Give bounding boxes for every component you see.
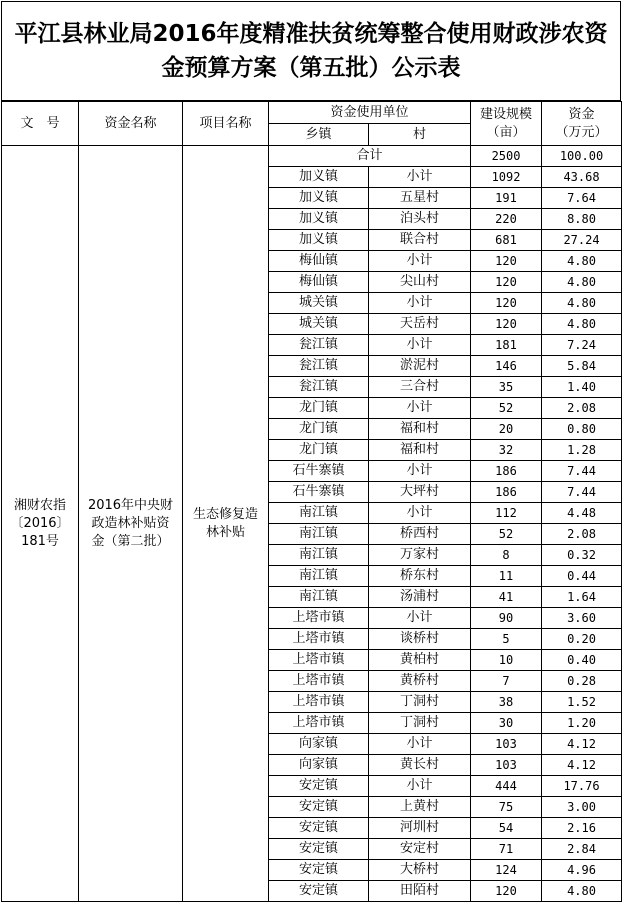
- header-doc-no: 文 号: [2, 102, 79, 146]
- doc-no-line-3: 181号: [21, 533, 59, 549]
- village-cell: 小计: [369, 398, 471, 419]
- fund-cell: 7.64: [542, 188, 622, 209]
- fund-cell: 4.80: [542, 272, 622, 293]
- village-cell: 小计: [369, 503, 471, 524]
- scale-cell: 103: [471, 734, 542, 755]
- header-fund: [542, 102, 622, 146]
- village-cell: 河圳村: [369, 818, 471, 839]
- fund-cell: 4.80: [542, 293, 622, 314]
- village-cell: 小计: [369, 251, 471, 272]
- total-label: 合计: [269, 146, 471, 167]
- village-cell: 黄桥村: [369, 671, 471, 692]
- village-cell: 万家村: [369, 545, 471, 566]
- town-cell: 石牛寨镇: [269, 461, 369, 482]
- village-cell: 三合村: [369, 377, 471, 398]
- town-cell: 瓮江镇: [269, 356, 369, 377]
- project-name-cell: [183, 146, 269, 902]
- fund-cell: 1.52: [542, 692, 622, 713]
- town-cell: 上塔市镇: [269, 650, 369, 671]
- fund-cell: 0.80: [542, 419, 622, 440]
- scale-cell: 186: [471, 482, 542, 503]
- fund-cell: 4.12: [542, 755, 622, 776]
- scale-cell: 54: [471, 818, 542, 839]
- village-cell: 田陌村: [369, 881, 471, 902]
- town-cell: 上塔市镇: [269, 629, 369, 650]
- village-cell: 尖山村: [369, 272, 471, 293]
- town-cell: 瓮江镇: [269, 335, 369, 356]
- town-cell: 龙门镇: [269, 398, 369, 419]
- village-cell: 丁洞村: [369, 692, 471, 713]
- town-cell: 加义镇: [269, 209, 369, 230]
- scale-cell: 186: [471, 461, 542, 482]
- scale-cell: 124: [471, 860, 542, 881]
- scale-cell: 20: [471, 419, 542, 440]
- fund-cell: 7.44: [542, 461, 622, 482]
- scale-cell: 120: [471, 314, 542, 335]
- town-cell: 南江镇: [269, 503, 369, 524]
- town-cell: 城关镇: [269, 314, 369, 335]
- village-cell: 小计: [369, 734, 471, 755]
- town-cell: 上塔市镇: [269, 671, 369, 692]
- fund-cell: 4.48: [542, 503, 622, 524]
- scale-cell: 30: [471, 713, 542, 734]
- fund-cell: 0.32: [542, 545, 622, 566]
- village-cell: 桥西村: [369, 524, 471, 545]
- scale-cell: 146: [471, 356, 542, 377]
- scale-cell: 41: [471, 587, 542, 608]
- header-fund-line-2: （万元）: [555, 124, 608, 140]
- fund-cell: 1.28: [542, 440, 622, 461]
- doc-no-line-1: 湘财农指: [13, 497, 66, 513]
- header-fund-name: 资金名称: [79, 102, 183, 146]
- village-cell: 黄柏村: [369, 650, 471, 671]
- scale-cell: 35: [471, 377, 542, 398]
- scale-cell: 7: [471, 671, 542, 692]
- town-cell: 安定镇: [269, 881, 369, 902]
- village-cell: 淤泥村: [369, 356, 471, 377]
- page-title: [1, 1, 621, 101]
- scale-cell: 444: [471, 776, 542, 797]
- village-cell: 大坪村: [369, 482, 471, 503]
- header-village: 村: [369, 124, 471, 146]
- fund-cell: 0.44: [542, 566, 622, 587]
- fund-cell: 2.08: [542, 398, 622, 419]
- town-cell: 梅仙镇: [269, 251, 369, 272]
- page-title-line-2: 金预算方案（第五批）公示表: [161, 55, 461, 81]
- total-fund: 100.00: [542, 146, 622, 167]
- fund-name-line-2: 政造林补贴资: [91, 515, 170, 531]
- town-cell: 龙门镇: [269, 440, 369, 461]
- project-name-line-1: 生态修复造: [192, 506, 258, 522]
- fund-cell: 2.08: [542, 524, 622, 545]
- doc-no-cell: [2, 146, 79, 902]
- scale-cell: 10: [471, 650, 542, 671]
- town-cell: 龙门镇: [269, 419, 369, 440]
- town-cell: 南江镇: [269, 545, 369, 566]
- town-cell: 城关镇: [269, 293, 369, 314]
- village-cell: 汤浦村: [369, 587, 471, 608]
- village-cell: 安定村: [369, 839, 471, 860]
- header-project-name: 项目名称: [183, 102, 269, 146]
- header-scale-line-2: （亩）: [486, 124, 526, 140]
- doc-no-line-2: 〔2016〕: [10, 515, 70, 531]
- fund-name-line-3: 金（第二批）: [91, 533, 170, 549]
- town-cell: 上塔市镇: [269, 692, 369, 713]
- scale-cell: 1092: [471, 167, 542, 188]
- village-cell: 大桥村: [369, 860, 471, 881]
- project-name-line-2: 林补贴: [205, 524, 245, 540]
- scale-cell: 71: [471, 839, 542, 860]
- budget-table-body: [2, 146, 622, 902]
- fund-cell: 4.80: [542, 251, 622, 272]
- fund-cell: 1.40: [542, 377, 622, 398]
- village-cell: 五星村: [369, 188, 471, 209]
- scale-cell: 90: [471, 608, 542, 629]
- scale-cell: 120: [471, 881, 542, 902]
- village-cell: 黄长村: [369, 755, 471, 776]
- fund-cell: 7.24: [542, 335, 622, 356]
- village-cell: 小计: [369, 608, 471, 629]
- village-cell: 天岳村: [369, 314, 471, 335]
- scale-cell: 120: [471, 272, 542, 293]
- town-cell: 石牛寨镇: [269, 482, 369, 503]
- fund-cell: 5.84: [542, 356, 622, 377]
- village-cell: 小计: [369, 293, 471, 314]
- fund-name-cell: [79, 146, 183, 902]
- scale-cell: 32: [471, 440, 542, 461]
- fund-cell: 1.20: [542, 713, 622, 734]
- town-cell: 加义镇: [269, 188, 369, 209]
- fund-cell: 4.80: [542, 314, 622, 335]
- town-cell: 安定镇: [269, 860, 369, 881]
- fund-cell: 3.00: [542, 797, 622, 818]
- town-cell: 安定镇: [269, 839, 369, 860]
- town-cell: 瓮江镇: [269, 377, 369, 398]
- header-fund-line-1: 资金: [568, 106, 595, 122]
- village-cell: 福和村: [369, 440, 471, 461]
- scale-cell: 52: [471, 398, 542, 419]
- header-town: 乡镇: [269, 124, 369, 146]
- scale-cell: 191: [471, 188, 542, 209]
- header-scale-line-1: 建设规模: [480, 106, 533, 122]
- town-cell: 南江镇: [269, 587, 369, 608]
- scale-cell: 8: [471, 545, 542, 566]
- village-cell: 桥东村: [369, 566, 471, 587]
- scale-cell: 181: [471, 335, 542, 356]
- town-cell: 向家镇: [269, 734, 369, 755]
- fund-cell: 8.80: [542, 209, 622, 230]
- fund-cell: 2.84: [542, 839, 622, 860]
- village-cell: 小计: [369, 167, 471, 188]
- header-unit: 资金使用单位: [269, 102, 471, 124]
- scale-cell: 75: [471, 797, 542, 818]
- village-cell: 丁洞村: [369, 713, 471, 734]
- budget-table: [1, 101, 622, 902]
- town-cell: 安定镇: [269, 776, 369, 797]
- town-cell: 安定镇: [269, 797, 369, 818]
- village-cell: 福和村: [369, 419, 471, 440]
- scale-cell: 11: [471, 566, 542, 587]
- fund-cell: 27.24: [542, 230, 622, 251]
- scale-cell: 5: [471, 629, 542, 650]
- town-cell: 梅仙镇: [269, 272, 369, 293]
- village-cell: 小计: [369, 461, 471, 482]
- scale-cell: 120: [471, 293, 542, 314]
- fund-cell: 4.96: [542, 860, 622, 881]
- fund-cell: 43.68: [542, 167, 622, 188]
- scale-cell: 52: [471, 524, 542, 545]
- scale-cell: 220: [471, 209, 542, 230]
- town-cell: 南江镇: [269, 566, 369, 587]
- scale-cell: 103: [471, 755, 542, 776]
- scale-cell: 112: [471, 503, 542, 524]
- village-cell: 小计: [369, 776, 471, 797]
- fund-cell: 2.16: [542, 818, 622, 839]
- village-cell: 上黄村: [369, 797, 471, 818]
- town-cell: 加义镇: [269, 230, 369, 251]
- town-cell: 加义镇: [269, 167, 369, 188]
- town-cell: 向家镇: [269, 755, 369, 776]
- fund-cell: 0.28: [542, 671, 622, 692]
- village-cell: 泊头村: [369, 209, 471, 230]
- fund-cell: 1.64: [542, 587, 622, 608]
- fund-cell: 0.20: [542, 629, 622, 650]
- town-cell: 南江镇: [269, 524, 369, 545]
- total-scale: 2500: [471, 146, 542, 167]
- village-cell: 联合村: [369, 230, 471, 251]
- fund-cell: 3.60: [542, 608, 622, 629]
- page-title-line-1: 平江县林业局2016年度精准扶贫统筹整合使用财政涉农资: [14, 21, 608, 47]
- total-row: [2, 146, 622, 167]
- town-cell: 上塔市镇: [269, 713, 369, 734]
- village-cell: 谈桥村: [369, 629, 471, 650]
- fund-cell: 0.40: [542, 650, 622, 671]
- town-cell: 上塔市镇: [269, 608, 369, 629]
- fund-cell: 4.80: [542, 881, 622, 902]
- town-cell: 安定镇: [269, 818, 369, 839]
- fund-name-line-1: 2016年中央财: [87, 497, 174, 513]
- fund-cell: 4.12: [542, 734, 622, 755]
- fund-cell: 7.44: [542, 482, 622, 503]
- scale-cell: 681: [471, 230, 542, 251]
- scale-cell: 120: [471, 251, 542, 272]
- fund-cell: 17.76: [542, 776, 622, 797]
- header-scale: [471, 102, 542, 146]
- village-cell: 小计: [369, 335, 471, 356]
- scale-cell: 38: [471, 692, 542, 713]
